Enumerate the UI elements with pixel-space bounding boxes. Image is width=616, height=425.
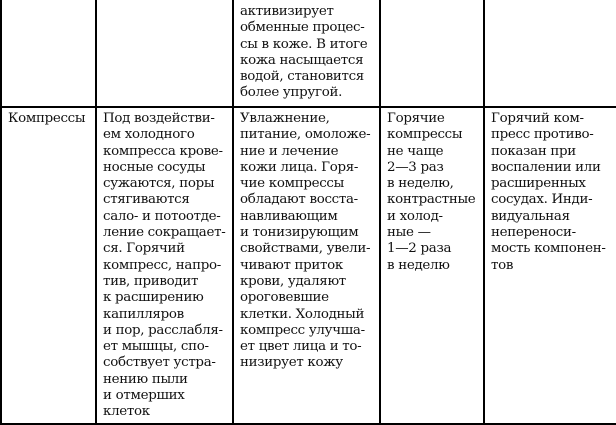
cell-text-line: свойствами, увели- bbox=[240, 241, 371, 257]
cell-text-line: в неделю, bbox=[387, 176, 454, 192]
cell-frequency bbox=[380, 0, 484, 107]
cell-text-line: ние и лечение bbox=[240, 143, 339, 159]
cell-text-line: чие компрессы bbox=[240, 176, 344, 192]
cell-text-line: питание, омоложе- bbox=[240, 127, 371, 143]
cell-text-line: Горячие bbox=[387, 111, 445, 126]
cell-text-line: и холод- bbox=[387, 208, 443, 224]
cell-text-line: клеток bbox=[103, 404, 150, 420]
cell-text-line: Увлажнение, bbox=[240, 111, 330, 126]
cell-text-line: низирует кожу bbox=[240, 355, 343, 371]
cell-text-line: 2—3 раз bbox=[387, 159, 444, 175]
cell-text-line: контрастные bbox=[387, 192, 476, 208]
cell-text-line: чивают приток bbox=[240, 257, 343, 273]
cell-mechanism bbox=[96, 0, 233, 107]
cell-effect bbox=[233, 107, 380, 424]
cell-text-line: ет цвет лица и то- bbox=[240, 339, 362, 355]
cell-text-line: компресса крове- bbox=[103, 143, 223, 159]
cell-text-line: видуальная bbox=[491, 208, 570, 224]
cell-text-line: расширенных bbox=[491, 176, 586, 192]
cell-text-line: кожа насыщается bbox=[240, 52, 364, 68]
cell-text-line: навливающим bbox=[240, 208, 338, 224]
cell-contraindications bbox=[484, 107, 616, 424]
cell-text-line: Компрессы bbox=[8, 111, 86, 126]
cell-text-line: показан при bbox=[491, 143, 576, 159]
cell-text-line: ем холодного bbox=[103, 127, 195, 143]
cell-text-line: обладают восста- bbox=[240, 192, 358, 208]
cell-text-line: клетки. Холодный bbox=[240, 306, 365, 322]
cell-text-line: капилляров bbox=[103, 306, 184, 322]
cell-text-line: пресс противо- bbox=[491, 127, 594, 143]
cell-text-line: более упругой. bbox=[240, 85, 343, 101]
cell-text-line: сало- и потоотде- bbox=[103, 208, 221, 224]
cell-text-line: собствует устра- bbox=[103, 355, 216, 371]
cell-text-line: носные сосуды bbox=[103, 159, 206, 175]
cell-text-line: компресс, напро- bbox=[103, 257, 221, 273]
cell-text-line: сосудах. Инди- bbox=[491, 192, 593, 208]
cell-text-line: компрессы bbox=[387, 127, 463, 143]
cell-text-line: тив, приводит bbox=[103, 273, 199, 289]
cell-text-line: ет мышцы, спо- bbox=[103, 339, 209, 355]
cell-text-line: сы в коже. В итоге bbox=[240, 36, 368, 52]
cell-text-line: компресс улучша- bbox=[240, 322, 365, 338]
cell-text-line: тов bbox=[491, 257, 514, 273]
cell-frequency bbox=[380, 107, 484, 424]
cell-text-line: стягиваются bbox=[103, 192, 190, 208]
cell-text-line: и тонизирующим bbox=[240, 225, 359, 241]
cell-text-line: и пор, расслабля- bbox=[103, 322, 223, 338]
table-row-compresses bbox=[1, 107, 616, 424]
cell-text-line: воспалении или bbox=[491, 159, 601, 175]
cell-text-line: ление сокращает- bbox=[103, 225, 226, 241]
cell-procedure bbox=[1, 0, 96, 107]
cell-mechanism bbox=[96, 107, 233, 424]
cell-text-line: сужаются, поры bbox=[103, 176, 215, 192]
table-row-continuation bbox=[1, 0, 616, 107]
cell-text-line: нению пыли bbox=[103, 371, 188, 387]
cell-text-line: не чаще bbox=[387, 143, 444, 159]
cell-text-line: крови, удаляют bbox=[240, 273, 346, 289]
cell-text-line: Горячий ком- bbox=[491, 111, 584, 126]
cell-procedure bbox=[1, 107, 96, 424]
cell-text-line: 1—2 раза bbox=[387, 241, 452, 257]
cell-text-line: мость компонен- bbox=[491, 241, 606, 257]
cell-contraindications bbox=[484, 0, 616, 107]
cell-text-line: кожи лица. Горя- bbox=[240, 159, 359, 175]
cell-text-line: к расширению bbox=[103, 290, 204, 306]
cell-text-line: непереноси- bbox=[491, 225, 576, 241]
cell-text-line: и отмерших bbox=[103, 388, 185, 404]
cell-text-line: Под воздействи- bbox=[103, 111, 215, 126]
cell-text-line: активизирует bbox=[240, 4, 334, 19]
cell-text-line: обменные процес- bbox=[240, 20, 365, 36]
cell-text-line: в неделю bbox=[387, 257, 450, 273]
cell-text-line: ороговевшие bbox=[240, 290, 329, 306]
cell-effect bbox=[233, 0, 380, 107]
cell-text-line: водой, становится bbox=[240, 69, 364, 85]
cell-text-line: ся. Горячий bbox=[103, 241, 185, 257]
cell-text-line: ные — bbox=[387, 225, 431, 241]
